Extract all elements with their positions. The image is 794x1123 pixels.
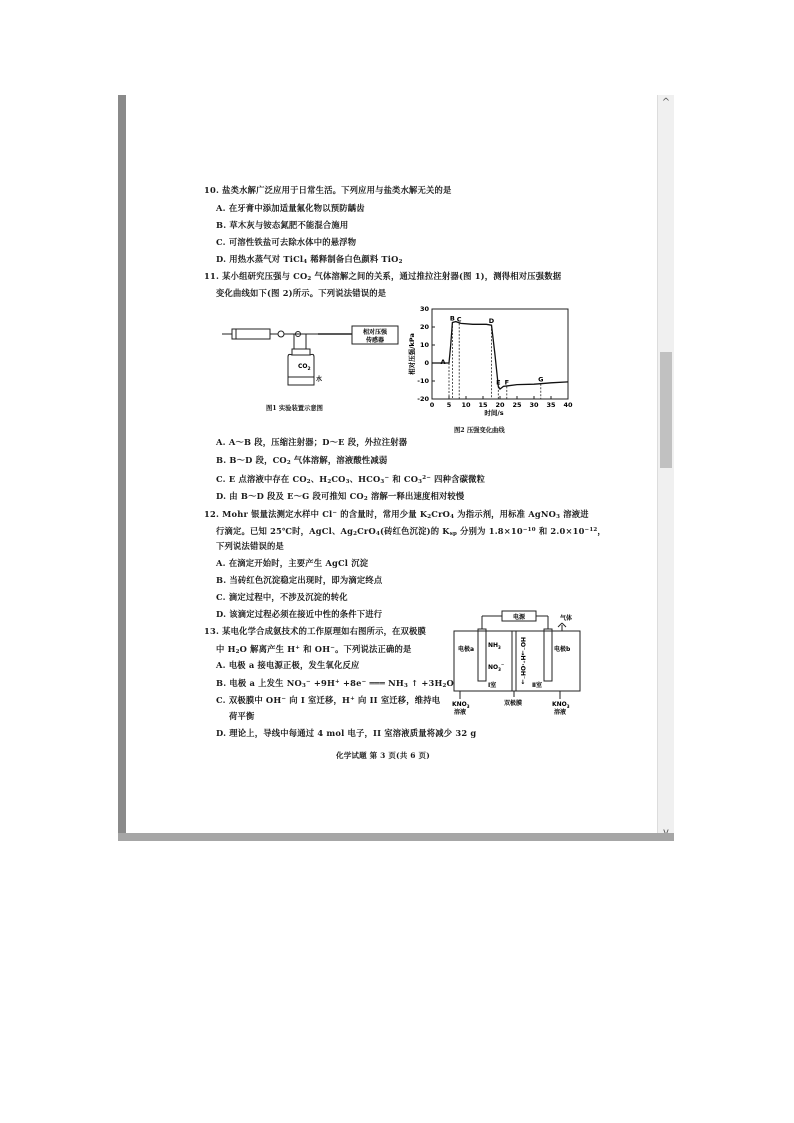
syringe-barrel bbox=[232, 329, 270, 339]
point-label-F: F bbox=[504, 378, 510, 387]
q10-option-a: A. 在牙膏中添加适量氟化物以预防龋齿 bbox=[216, 203, 365, 213]
q10-option-d: D. 用热水蒸气对 TiCl$_4$ 稀释制备白色颜料 TiO$_2$ bbox=[216, 254, 403, 265]
q10-stem: 10. 盐类水解广泛应用于日常生活。下列应用与盐类水解无关的是 bbox=[204, 185, 452, 195]
q11-figure1-apparatus bbox=[218, 323, 408, 415]
x-tick-label: 5 bbox=[446, 401, 452, 409]
point-label-G: G bbox=[538, 375, 544, 384]
q12-stem-line2: 行滴定。已知 25℃时，AgCl、$Ag_2CrO_4$(砖红色沉淀)的 $K_{sp}$ 分别为 $1.8\times 10^{-10}$ 和 $2.0\times 10^{-12}$， bbox=[216, 526, 606, 537]
q12-stem-line1: 12. Mohr 银量法测定水样中 Cl− 的含量时，常用少量 $K_2CrO_4$ 为指示剂，用标准 AgNO$_3$ 溶液进 bbox=[204, 509, 589, 520]
viewer-bottom-border bbox=[118, 833, 674, 841]
q11-option-d: D. 由 B～D 段及 E～G 段可推知 $CO_2$ 溶解一释出速度相对较慢 bbox=[216, 491, 465, 502]
bottle-label: $CO_2$ bbox=[298, 363, 311, 372]
q12-option-b: B. 当砖红色沉淀稳定出现时，即为滴定终点 bbox=[216, 575, 383, 585]
point-label-B: B bbox=[449, 314, 455, 323]
kno3-right-label: $KNO_3$ bbox=[552, 701, 570, 709]
electrode-b-label: 电极b bbox=[554, 646, 571, 653]
x-tick-label: 35 bbox=[546, 401, 556, 409]
y-axis-label: 相对压强/kPa bbox=[408, 333, 416, 375]
q11-option-c: C. E 点溶液中存在 $CO_2$、$H_2CO_3$、$HCO_3^-$ 和 $CO_3^{2-}$ 四种含碳微粒 bbox=[216, 474, 486, 485]
q11-figure1-caption: 图1 实验装置示意图 bbox=[266, 405, 323, 412]
x-tick-label: 15 bbox=[478, 401, 488, 409]
q12-option-a: A. 在滴定开始时，主要产生 AgCl 沉淀 bbox=[216, 558, 369, 568]
vertical-scrollbar[interactable] bbox=[657, 95, 674, 841]
room-1-label: Ⅰ室 bbox=[488, 682, 497, 689]
kno3-left-label: $KNO_3$ bbox=[452, 701, 470, 709]
x-axis-label: 时间/s bbox=[484, 409, 504, 417]
document-viewer bbox=[118, 95, 674, 841]
x-tick-label: 20 bbox=[495, 401, 505, 409]
scroll-up-arrow-icon[interactable]: ^ bbox=[661, 97, 671, 108]
q11-figure2-chart bbox=[406, 301, 586, 421]
sensor-label-2: 传感器 bbox=[365, 337, 385, 344]
scrollbar-thumb[interactable] bbox=[660, 352, 672, 468]
point-label-D: D bbox=[488, 317, 495, 326]
solution-right-label: 溶液 bbox=[554, 709, 567, 716]
power-label: 电源 bbox=[512, 614, 526, 621]
q11-figure2-caption: 图2 压强变化曲线 bbox=[454, 427, 505, 434]
q13-option-c-line2: 荷平衡 bbox=[229, 711, 255, 721]
membrane-label: 双极膜 bbox=[504, 700, 523, 707]
solution-left-label: 溶液 bbox=[454, 709, 467, 716]
x-tick-label: 25 bbox=[512, 401, 522, 409]
sensor-label-1: 相对压强 bbox=[362, 329, 388, 336]
y-tick-label: 20 bbox=[419, 323, 429, 331]
q10-option-c: C. 可溶性铁盐可去除水体中的悬浮物 bbox=[216, 237, 357, 247]
q13-stem-line1: 13. 某电化学合成氨技术的工作原理如右图所示，在双极膜 bbox=[204, 626, 427, 636]
x-tick-label: 0 bbox=[429, 401, 435, 409]
q10-option-b: B. 草木灰与铵态氮肥不能混合施用 bbox=[216, 220, 349, 230]
y-tick-label: 10 bbox=[419, 341, 429, 349]
point-label-A: A bbox=[440, 358, 446, 366]
electrode-b bbox=[544, 629, 552, 681]
q13-stem-line2: 中 $H_2O$ 解离产生 H+ 和 OH−。下列说法正确的是 bbox=[216, 644, 412, 655]
point-label-C: C bbox=[456, 315, 462, 324]
x-tick-label: 10 bbox=[461, 401, 471, 409]
bipolar-membrane-flow-label: HO⁻→H⁺·OH⁻→ bbox=[519, 637, 526, 685]
q11-stem-line1: 11. 某小组研究压强与 $CO_2$ 气体溶解之间的关系，通过推拉注射器(图 1)，测得相对压强数据 bbox=[204, 271, 562, 282]
x-tick-label: 30 bbox=[529, 401, 539, 409]
gas-label: 气体 bbox=[560, 615, 573, 622]
nh3-label: $NH_3$ bbox=[488, 642, 501, 650]
viewer-left-border bbox=[118, 95, 126, 841]
document-page bbox=[126, 95, 658, 833]
y-tick-label: -20 bbox=[417, 395, 429, 403]
y-tick-label: 30 bbox=[419, 305, 429, 313]
q11-stem-line2: 变化曲线如下(图 2)所示。下列说法错误的是 bbox=[216, 288, 387, 298]
q13-option-d: D. 理论上，导线中每通过 4 mol 电子，II 室溶液质量将减少 32 g bbox=[216, 728, 477, 738]
y-tick-label: -10 bbox=[417, 377, 429, 385]
electrode-a bbox=[478, 629, 486, 681]
y-tick-label: 0 bbox=[424, 359, 429, 367]
electrolytic-cell bbox=[454, 631, 580, 691]
q11-option-b: B. B～D 段，$CO_2$ 气体溶解，溶液酸性减弱 bbox=[216, 455, 388, 466]
q12-option-d: D. 该滴定过程必须在接近中性的条件下进行 bbox=[216, 609, 383, 619]
q11-option-a: A. A～B 段，压缩注射器；D～E 段，外拉注射器 bbox=[216, 437, 408, 447]
water-label: 水 bbox=[316, 376, 323, 383]
q12-option-c: C. 滴定过程中，不涉及沉淀的转化 bbox=[216, 592, 348, 602]
q13-option-a: A. 电极 a 接电源正极，发生氧化反应 bbox=[216, 660, 360, 670]
no3-label: $NO_3^-$ bbox=[488, 662, 505, 672]
point-label-E: E bbox=[496, 378, 501, 387]
q13-option-c-line1: C. 双极膜中 OH− 向 I 室迁移，H+ 向 II 室迁移，维持电 bbox=[216, 695, 441, 705]
electrode-a-label: 电极a bbox=[458, 646, 475, 653]
room-2-label: Ⅱ室 bbox=[532, 682, 542, 689]
x-tick-label: 40 bbox=[563, 401, 573, 409]
q13-option-b: B. 电极 a 上发生 $NO_3^- +9H^+ +8e^-$ ═══ $NH_3$ ↑ $+3H_2O$ bbox=[216, 678, 454, 689]
page-footer: 化学试题 第 3 页(共 6 页) bbox=[336, 751, 430, 760]
q12-stem-line3: 下列说法错误的是 bbox=[216, 541, 284, 551]
q13-electrolysis-diagram bbox=[448, 607, 586, 719]
